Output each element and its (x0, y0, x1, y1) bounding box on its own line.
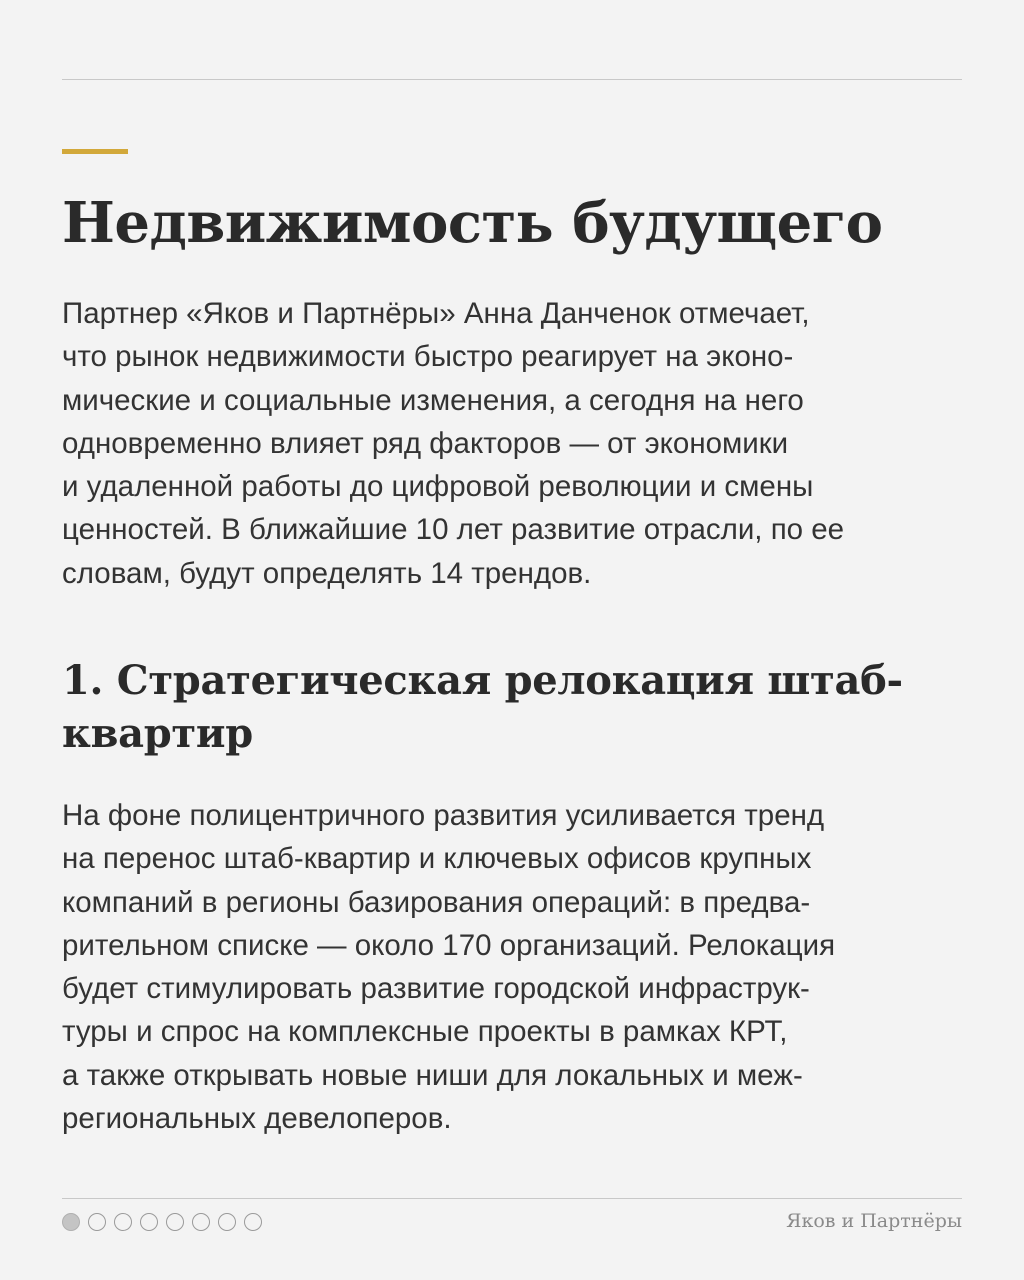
section-line: рительном списке — около 170 организаций. Релокация (62, 928, 836, 962)
section-line: На фоне полицентричного развития усиливается тренд (62, 799, 825, 832)
intro-line: Партнер «Яков и Партнёры» Анна Данченок отмечает, (62, 297, 810, 330)
page-dot[interactable] (218, 1213, 236, 1231)
section-heading-line: квартир (62, 710, 253, 757)
page-title: Недвижимость будущего (62, 190, 883, 256)
intro-paragraph (62, 292, 962, 595)
section-line: будет стимулировать развитие городской инфраструк- (62, 972, 810, 1006)
intro-line: мические и социальные изменения, а сегодня на него (62, 383, 804, 417)
section-line: региональных девелоперов. (62, 1102, 452, 1136)
page-dot[interactable] (244, 1213, 262, 1231)
page-dot[interactable] (114, 1213, 132, 1231)
intro-line: ценностей. В ближайшие 10 лет развитие отрасли, по ее (62, 513, 845, 547)
section-line: на перенос штаб-квартир и ключевых офисов крупных (62, 842, 812, 876)
section-line: а также открывать новые ниши для локальных и меж- (62, 1058, 803, 1092)
page-dot[interactable] (192, 1213, 210, 1231)
section-heading (62, 654, 962, 760)
pagination-dots (62, 1213, 262, 1233)
section-heading-line: 1. Стратегическая релокация штаб- (62, 657, 903, 704)
page-dot[interactable] (166, 1213, 184, 1231)
accent-bar (62, 149, 128, 154)
intro-line: словам, будут определять 14 трендов. (62, 556, 592, 590)
section-paragraph (62, 794, 962, 1140)
section-line: компаний в регионы базирования операций: в предва- (62, 885, 811, 919)
intro-line: одновременно влияет ряд факторов — от экономики (62, 426, 789, 460)
page-dot[interactable] (140, 1213, 158, 1231)
brand-name: Яков и Партнёры (786, 1210, 962, 1232)
page-dot[interactable] (88, 1213, 106, 1231)
page-dot-active[interactable] (62, 1213, 80, 1231)
top-divider (62, 79, 962, 80)
intro-line: что рынок недвижимости быстро реагирует на эконо- (62, 340, 794, 374)
section-line: туры и спрос на комплексные проекты в рамках КРТ, (62, 1015, 788, 1049)
intro-line: и удаленной работы до цифровой революции и смены (62, 470, 814, 504)
bottom-divider (62, 1198, 962, 1199)
